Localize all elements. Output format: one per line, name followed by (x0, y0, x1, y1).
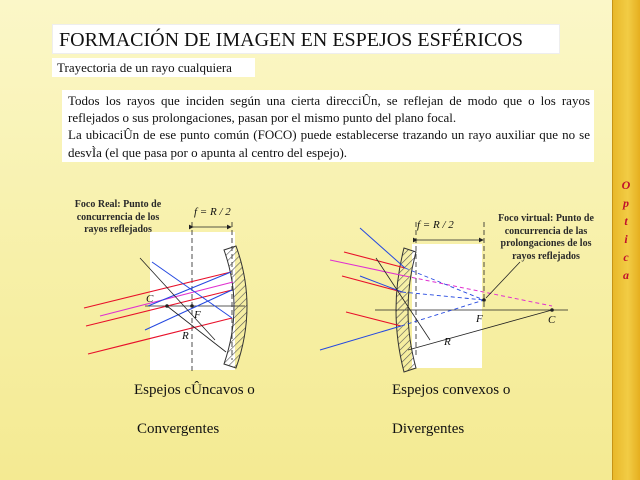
page-title: FORMACIÓN DE IMAGEN EN ESPEJOS ESFÉRICOS (52, 24, 560, 54)
convex-reflected-3 (320, 326, 401, 350)
convex-caption-1: Espejos convexos o (392, 382, 511, 398)
concave-label-R: R (182, 330, 189, 342)
concave-caption-1: Espejos cÛncavos o (134, 382, 255, 398)
page-subtitle: Trayectoria de un rayo cualquiera (52, 58, 255, 77)
concave-focus-point (190, 304, 194, 308)
sidebar-letter: O (621, 178, 631, 192)
convex-ray-auxiliary (330, 260, 405, 276)
convex-ray-red-3 (346, 312, 401, 326)
convex-label-R: R (444, 336, 451, 348)
concave-label-F: F (194, 309, 201, 321)
explanation-paragraph-1: Todos los rayos que inciden según una cierta direcciÛn, se reflejan de modo que o los rayos reflejados o sus prolongaciones, pasan por el mismo punto del plano focal. (68, 93, 590, 126)
convex-panel (412, 244, 482, 368)
convex-reflected-2 (360, 276, 402, 292)
convex-label-C: C (548, 314, 556, 326)
explanation-paragraph-2: La ubicaciÛn de ese punto común (FOCO) puede establecerse trazando un rayo auxiliar que no se desvÌa (el que pasa por o apunta al centro del espejo). (68, 127, 590, 160)
convex-center-point (550, 308, 554, 312)
convex-label-F: F (476, 313, 483, 325)
convex-note-pointer (486, 262, 520, 298)
concave-mirror-diagram (84, 222, 247, 372)
concave-focal-label: f = R / 2 (194, 206, 231, 218)
concave-note: Foco Real: Punto de concurrencia de los rayos reflejados (74, 199, 162, 235)
convex-note: Foco virtual: Punto de concurrencia de las prolongaciones de los rayos reflejados (498, 213, 594, 262)
sidebar-letter: p (623, 196, 629, 210)
sidebar-letter: t (624, 214, 628, 228)
concave-caption-2: Convergentes (137, 421, 220, 437)
sidebar-letter: i (624, 232, 628, 246)
convex-focus-point (482, 298, 486, 302)
sidebar-letter: c (623, 250, 629, 264)
sidebar-letter: a (623, 268, 629, 282)
convex-focal-label: f = R / 2 (417, 219, 454, 231)
convex-caption-2: Divergentes (392, 421, 465, 437)
concave-label-C: C (146, 293, 154, 305)
